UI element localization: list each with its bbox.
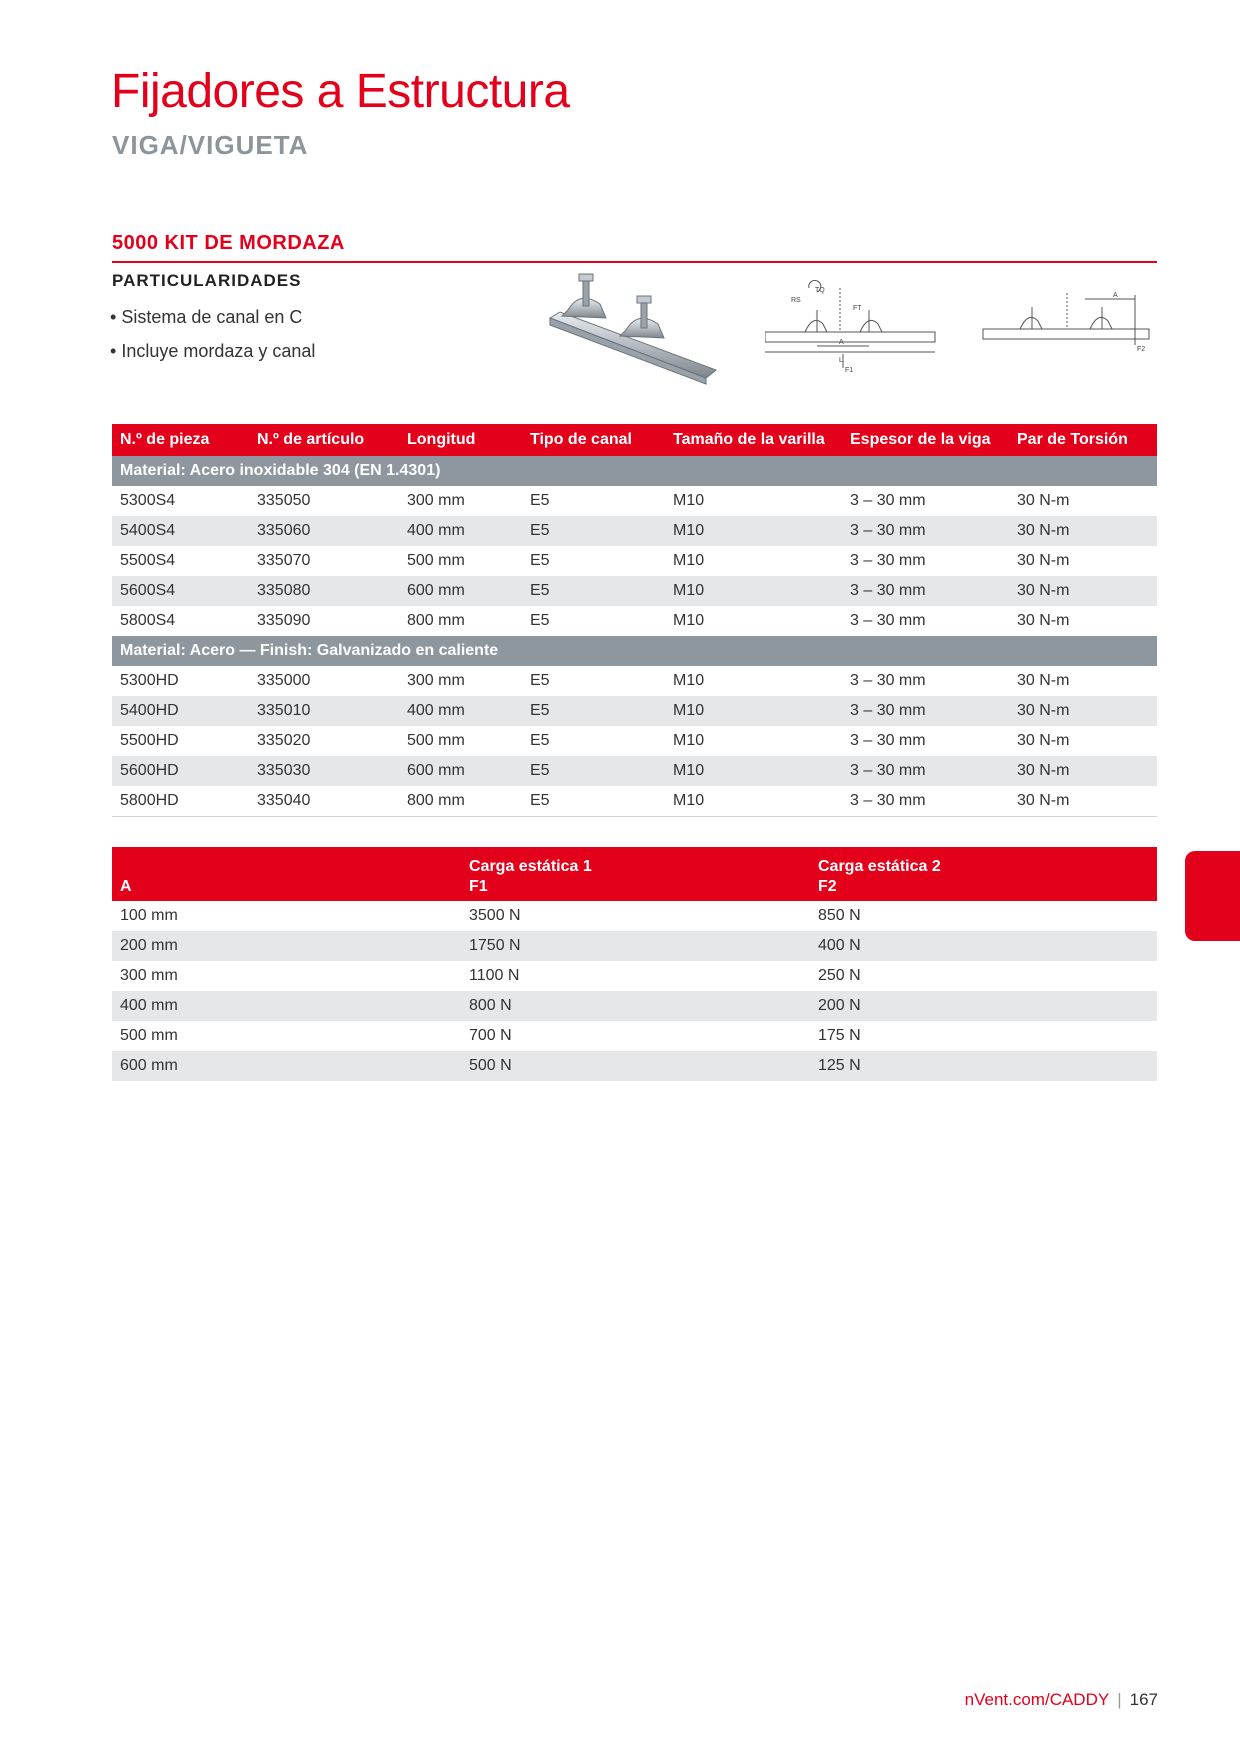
table-cell: 5400S4 (112, 516, 249, 546)
table-header-row (112, 847, 1157, 901)
table-cell: 5600HD (112, 756, 249, 786)
table-cell: 30 N-m (1017, 672, 1070, 689)
table-row (112, 961, 1157, 991)
material-row (112, 456, 1157, 486)
table-cell: 1750 N (461, 931, 810, 961)
tq-label: TQ (815, 287, 825, 294)
column-header: N.º de artículo (249, 424, 399, 456)
features-list (110, 302, 315, 370)
table-row (112, 696, 1157, 726)
table-cell: 800 mm (407, 612, 465, 629)
header-line2: F2 (818, 878, 837, 895)
table-cell: E5 (522, 516, 665, 546)
technical-diagram-1 (765, 280, 945, 380)
rs-label: RS (791, 297, 801, 304)
table-cell: 175 N (818, 1027, 861, 1044)
table-row (112, 1021, 1157, 1051)
page-subtitle: VIGA/VIGUETA (112, 130, 309, 160)
table-cell: 3 – 30 mm (850, 492, 926, 509)
table-cell: 300 mm (407, 492, 465, 509)
column-header: Espesor de la viga (842, 424, 1009, 456)
table-cell: 335050 (257, 492, 311, 509)
table-cell: M10 (665, 576, 842, 606)
section-tab (1185, 851, 1240, 941)
table-cell: E5 (530, 612, 550, 629)
ft-label: FT (853, 305, 862, 312)
table-cell: 3 – 30 mm (842, 786, 1009, 817)
column-header: Par de Torsión (1009, 424, 1157, 456)
footer-separator: | (1117, 1690, 1122, 1709)
column-header: N.º de pieza (112, 424, 249, 456)
table-cell: 3 – 30 mm (842, 756, 1009, 786)
column-header: Tipo de canal (522, 424, 665, 456)
table-cell: 3 – 30 mm (842, 696, 1009, 726)
table-cell: M10 (673, 732, 705, 749)
table-cell: M10 (665, 756, 842, 786)
technical-diagram-2 (975, 285, 1155, 365)
table-cell: E5 (530, 732, 550, 749)
table-cell: 400 N (810, 931, 1157, 961)
table-cell: 5500HD (120, 732, 179, 749)
table-cell: 3 – 30 mm (842, 576, 1009, 606)
feature-item: • Incluye mordaza y canal (110, 336, 315, 370)
header-line1: Carga estática 1 (469, 858, 592, 875)
table-cell: 5300S4 (120, 492, 176, 509)
material-label: Material: Acero — Finish: Galvanizado en caliente (112, 636, 1157, 666)
material-label: Material: Acero inoxidable 304 (EN 1.4301) (112, 456, 1157, 486)
product-title: 5000 KIT DE MORDAZA (112, 232, 1157, 263)
table-cell: 30 N-m (1009, 696, 1157, 726)
table-row (112, 666, 1157, 696)
table-header-row (112, 424, 1157, 456)
table-cell: 335040 (249, 786, 399, 817)
table-cell: M10 (673, 492, 705, 509)
table-cell: E5 (522, 786, 665, 817)
table-cell: 5400HD (112, 696, 249, 726)
table-cell: M10 (665, 786, 842, 817)
table-cell: 3 – 30 mm (850, 672, 926, 689)
table-cell: 335090 (257, 612, 311, 629)
header-line1: Carga estática 2 (818, 858, 941, 875)
table-row (112, 726, 1157, 756)
table-cell: 30 N-m (1017, 732, 1070, 749)
table-cell: 3 – 30 mm (850, 732, 926, 749)
table-cell: 300 mm (407, 672, 465, 689)
table-cell: 335070 (257, 552, 311, 569)
table-row (112, 516, 1157, 546)
table-cell: 5800HD (112, 786, 249, 817)
table-cell: 100 mm (120, 907, 178, 924)
table-cell: 250 N (818, 967, 861, 984)
table-cell: 335000 (257, 672, 311, 689)
table-cell: 5500S4 (120, 552, 176, 569)
a-label-2: A (1113, 292, 1118, 299)
product-table-body (112, 456, 1157, 817)
table-cell: 300 mm (120, 967, 178, 984)
table-cell: 600 mm (112, 1051, 461, 1081)
column-header (810, 847, 1157, 901)
table-row (112, 756, 1157, 786)
table-cell: 5300HD (120, 672, 179, 689)
table-cell: 30 N-m (1009, 786, 1157, 817)
table-cell: 30 N-m (1017, 492, 1070, 509)
table-cell: E5 (530, 492, 550, 509)
column-header: Tamaño de la varilla (665, 424, 842, 456)
table-cell: 400 mm (112, 991, 461, 1021)
table-cell: M10 (665, 696, 842, 726)
f1-label: F1 (845, 367, 854, 374)
table-row (112, 486, 1157, 516)
table-cell: 500 mm (407, 732, 465, 749)
column-header (461, 847, 810, 901)
table-row (112, 576, 1157, 606)
table-cell: 500 N (461, 1051, 810, 1081)
table-cell: 1100 N (469, 967, 520, 984)
table-row (112, 546, 1157, 576)
table-cell: 30 N-m (1017, 612, 1070, 629)
table-cell: M10 (665, 516, 842, 546)
table-row (112, 991, 1157, 1021)
page-number: 167 (1129, 1690, 1158, 1709)
table-cell: 335030 (249, 756, 399, 786)
product-table (112, 424, 1157, 817)
table-cell: 600 mm (399, 576, 522, 606)
table-cell: 500 mm (120, 1027, 178, 1044)
table-cell: 700 N (469, 1027, 512, 1044)
load-table-body (112, 901, 1157, 1081)
table-cell: E5 (530, 552, 550, 569)
table-cell: 335010 (249, 696, 399, 726)
table-cell: M10 (673, 672, 705, 689)
table-cell: 400 mm (399, 696, 522, 726)
table-cell: 800 mm (399, 786, 522, 817)
table-cell: E5 (522, 576, 665, 606)
table-cell: 400 mm (399, 516, 522, 546)
feature-item: • Sistema de canal en C (110, 302, 315, 336)
table-cell: 125 N (810, 1051, 1157, 1081)
table-cell: 3 – 30 mm (850, 552, 926, 569)
table-cell: 3 – 30 mm (842, 516, 1009, 546)
table-cell: E5 (530, 672, 550, 689)
table-cell: 335060 (249, 516, 399, 546)
table-row (112, 606, 1157, 636)
table-cell: 3 – 30 mm (850, 612, 926, 629)
product-image (548, 270, 718, 390)
table-cell: 850 N (818, 907, 861, 924)
load-table (112, 847, 1157, 1081)
table-cell: 30 N-m (1017, 552, 1070, 569)
table-cell: 335020 (257, 732, 311, 749)
table-cell: 30 N-m (1009, 516, 1157, 546)
table-row (112, 901, 1157, 931)
table-cell: 200 mm (112, 931, 461, 961)
table-cell: E5 (522, 756, 665, 786)
header-line2: A (120, 878, 132, 895)
table-cell: 3500 N (469, 907, 521, 924)
table-row (112, 786, 1157, 817)
table-cell: 200 N (810, 991, 1157, 1021)
features-heading: PARTICULARIDADES (112, 271, 302, 290)
table-cell: E5 (522, 696, 665, 726)
table-cell: 30 N-m (1009, 576, 1157, 606)
table-row (112, 931, 1157, 961)
material-row (112, 636, 1157, 666)
table-cell: 5600S4 (112, 576, 249, 606)
table-cell: 5800S4 (120, 612, 176, 629)
column-header: Longitud (399, 424, 522, 456)
table-cell: 600 mm (399, 756, 522, 786)
l-label: L (839, 357, 843, 364)
page-title: Fijadores a Estructura (111, 65, 570, 118)
f2-label: F2 (1137, 346, 1146, 353)
table-cell: 335080 (249, 576, 399, 606)
table-cell: 30 N-m (1009, 756, 1157, 786)
table-row (112, 1051, 1157, 1081)
footer-site: nVent.com/CADDY (964, 1690, 1110, 1709)
table-cell: 500 mm (407, 552, 465, 569)
header-line2: F1 (469, 878, 488, 895)
column-header (112, 847, 461, 901)
page-footer (965, 1690, 1158, 1710)
table-cell: 800 N (461, 991, 810, 1021)
table-cell: M10 (673, 612, 705, 629)
table-cell: M10 (673, 552, 705, 569)
a-label: A (839, 339, 844, 346)
